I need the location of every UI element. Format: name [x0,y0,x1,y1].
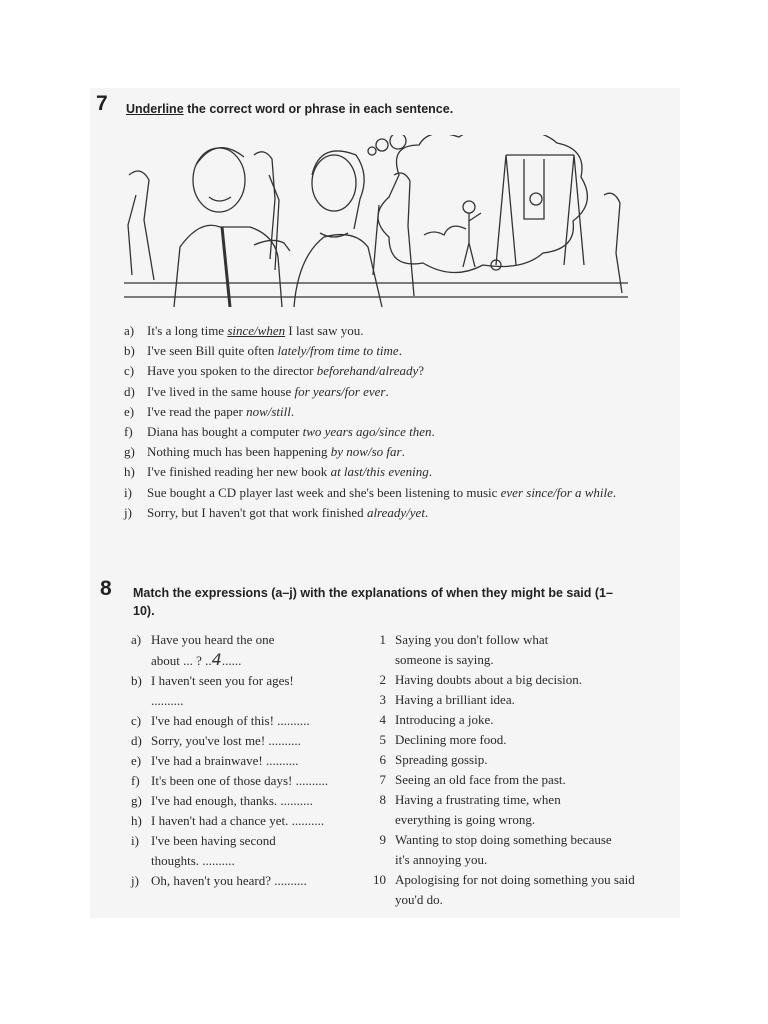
expression-item [131,630,359,671]
item-label: f) [131,773,140,788]
explanation-item [368,790,638,830]
sentence-text: Diana has bought a computer [147,424,303,440]
item-label: i) [131,833,139,848]
options-text[interactable]: at last/this evening [330,464,429,480]
explanation-item [368,690,638,710]
item-label: e) [131,753,142,768]
explanation-text: Apologising for not doing something you said you'd do. [395,872,635,907]
explanation-item [368,670,638,690]
expression-item [131,751,359,771]
explanation-item [368,750,638,770]
sentence-item [124,341,644,361]
sentence-item [124,402,644,422]
illustration-people-talking [124,135,628,307]
item-number: 4 [379,712,386,727]
item-number: 5 [379,732,386,747]
item-label: j) [124,504,132,520]
options-text[interactable]: now/still [246,403,291,419]
illustration-drawing [124,135,628,307]
explanation-item [368,870,638,910]
sentence-end: . [398,343,402,359]
item-label: a) [124,323,135,338]
expressions-column [131,630,359,891]
explanation-item [368,770,638,790]
sentence-item [124,503,644,523]
options-text[interactable]: already/yet [366,504,425,520]
handwritten-answer[interactable]: 4 [211,650,222,669]
options-text[interactable]: by now/so far [330,444,402,460]
sentence-item [124,361,644,381]
item-label: a) [131,632,142,647]
item-number: 2 [379,672,386,687]
explanation-text: Introducing a joke. [395,712,494,727]
expression-text[interactable]: I've been having second thoughts. .......... [151,833,276,868]
sentence-item [124,483,637,503]
item-label: j) [131,873,139,888]
options-text[interactable]: since/when [227,323,286,338]
sentence-text: I've read the paper [147,403,247,419]
sentence-end: . [424,504,429,520]
expression-item [131,771,359,791]
sentence-end: . [290,403,295,419]
exercise-7-number: 7 [96,92,108,115]
exercise-8-title: Match the expressions (a–j) with the explanations of when they might be said (1–10). [133,586,613,618]
item-number: 3 [379,692,386,707]
expression-item [131,811,359,831]
sentence-text: Sue bought a CD player last week and she's been listening to music [147,484,501,500]
sentence-item [124,442,644,462]
sentence-end: . [385,383,389,399]
sentence-text: It's a long time [147,323,228,338]
expression-text[interactable]: I haven't seen you for ages! .......... [151,673,294,708]
explanation-item [368,710,638,730]
explanation-text: Seeing an old face from the past. [395,772,566,787]
expression-item [131,671,359,711]
sentence-item [124,382,644,402]
sentence-text: I've lived in the same house [147,383,295,399]
expression-text[interactable]: Oh, haven't you heard? .......... [151,873,307,888]
item-number: 9 [379,832,386,847]
sentence-text: Sorry, but I haven't got that work finished [147,504,367,520]
explanation-text: Wanting to stop doing something because it's annoying you. [395,832,612,867]
expression-text: Have you heard the one about ... ? .. [151,632,275,668]
item-label: c) [131,713,142,728]
expression-item [131,711,359,731]
explanations-column [368,630,638,910]
sentence-end: . [612,484,617,500]
sentence-end: . [428,464,433,480]
item-number: 10 [373,872,386,887]
options-text[interactable]: two years ago/since then [302,424,432,440]
answer-blank[interactable]: ...... [221,653,242,668]
item-label: d) [131,733,142,748]
exercise-8-number: 8 [100,577,112,600]
item-number: 8 [379,792,386,807]
item-number: 6 [379,752,386,767]
item-label: g) [124,444,135,460]
expression-text[interactable]: I've had enough of this! .......... [151,713,310,728]
instruction-rest: the correct word or phrase in each sentence. [183,102,454,116]
sentence-item [124,422,644,442]
sentence-end: ? [418,363,425,379]
expression-item [131,791,359,811]
item-label: e) [124,403,135,419]
expression-text[interactable]: I've had enough, thanks. .......... [151,793,313,808]
sentence-text: I've finished reading her new book [147,464,331,480]
expression-text[interactable]: I've had a brainwave! .......... [151,753,299,768]
expression-text[interactable]: It's been one of those days! .......... [151,773,329,788]
expression-text[interactable]: I haven't had a chance yet. .......... [151,813,325,828]
options-text[interactable]: for years/for ever [294,383,386,399]
sentence-end: . [401,444,405,460]
expression-item [131,871,359,891]
sentence-end: I last saw you. [285,323,364,338]
explanation-item [368,630,638,670]
item-number: 1 [379,632,386,647]
explanation-text: Spreading gossip. [395,752,488,767]
explanation-item [368,730,638,750]
item-label: g) [131,793,142,808]
options-text[interactable]: lately/from time to time [277,343,399,359]
explanation-text: Saying you don't follow what someone is saying. [395,632,549,667]
item-label: i) [124,484,132,500]
explanation-text: Having a frustrating time, when everything is going wrong. [395,792,561,827]
explanation-item [368,830,638,870]
sentence-item [124,321,644,341]
item-label: c) [124,363,135,379]
sentence-text: Nothing much has been happening [147,444,331,460]
options-text[interactable]: beforehand/already [316,363,419,379]
item-label: b) [131,673,142,688]
explanation-text: Declining more food. [395,732,507,747]
item-label: f) [124,424,133,440]
item-number: 7 [379,772,386,787]
item-label: h) [131,813,142,828]
sentence-text: I've seen Bill quite often [147,343,278,359]
options-text[interactable]: ever since/for a while [500,484,613,500]
sentence-end: . [431,424,435,440]
expression-item [131,731,359,751]
item-label: h) [124,464,135,480]
explanation-text: Having doubts about a big decision. [395,672,583,687]
item-label: b) [124,343,135,359]
exercise-7-sentences [124,321,644,523]
expression-text[interactable]: Sorry, you've lost me! .......... [151,733,301,748]
sentence-text: Have you spoken to the director [147,363,317,379]
explanation-text: Having a brilliant idea. [395,692,515,707]
exercise-7-title [126,100,453,118]
instruction-underline-word: Underline [126,102,184,116]
sentence-item [124,462,644,482]
expression-item [131,831,359,871]
item-label: d) [124,383,135,399]
